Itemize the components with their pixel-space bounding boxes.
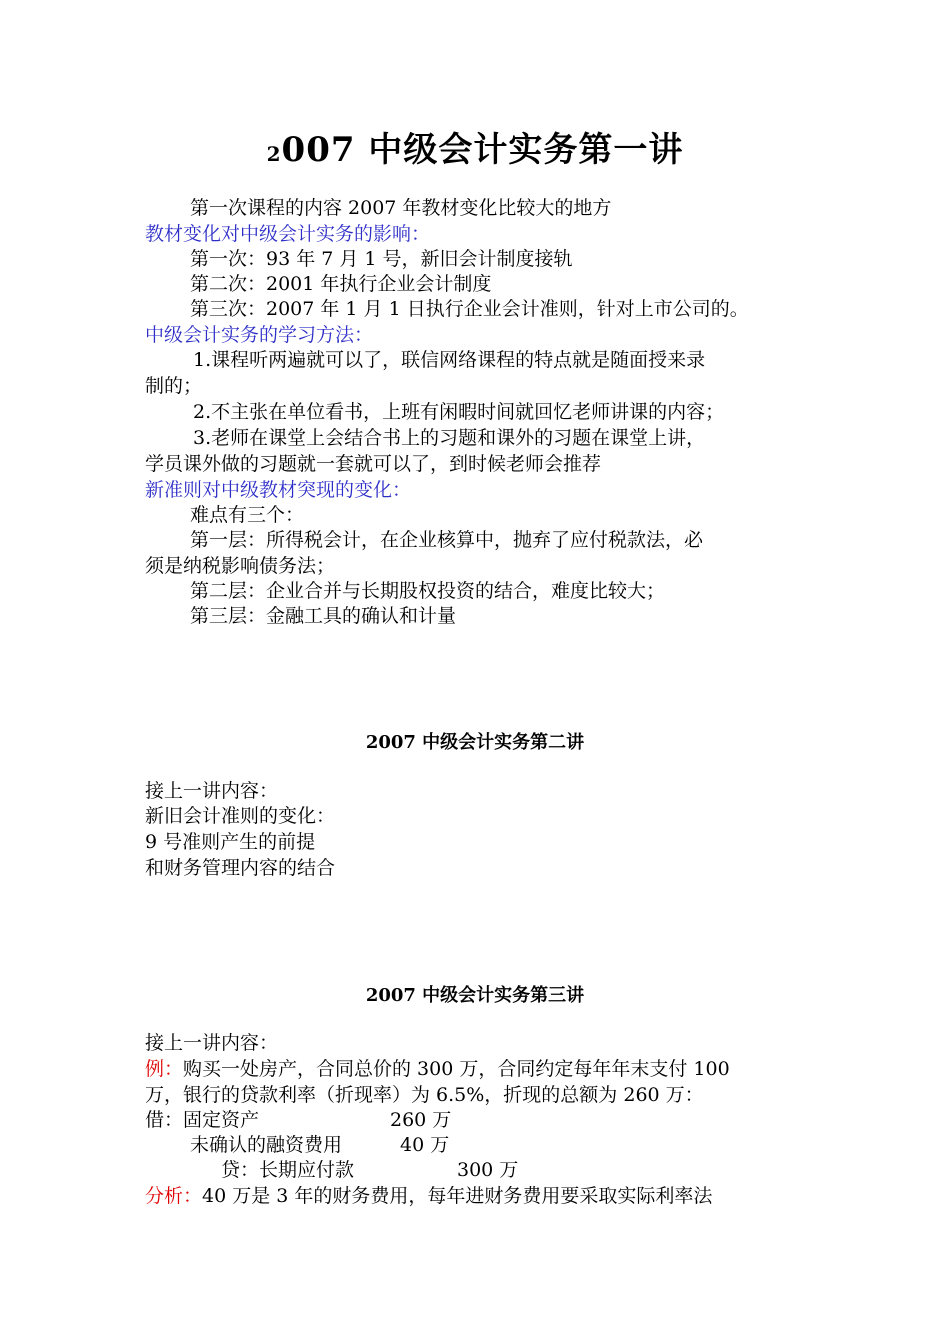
method-2: 2.不主张在单位看书，上班有闲暇时间就回忆老师讲课的内容； [193,401,725,423]
debit-amount: 260 万 [390,1109,452,1131]
lecture1-intro: 第一次课程的内容 2007 年教材变化比较大的地方 [190,197,612,219]
layer-2: 第二层：企业合并与长期股权投资的结合，难度比较大； [190,580,666,602]
lecture3-p1: 接上一讲内容： [145,1032,279,1054]
lecture1-title [0,128,950,176]
debit-label: 借：固定资产 [145,1109,260,1131]
heading-method: 中级会计实务的学习方法： [145,324,374,346]
analysis-text: 40 万是 3 年的财务费用，每年进财务费用要采取实际利率法 [202,1185,713,1207]
example-line-a [145,1056,810,1082]
example-text-a: 购买一处房产，合同总价的 300 万，合同约定每年年末支付 100 [183,1058,730,1080]
credit-amount: 300 万 [457,1159,519,1181]
lecture2-p2: 新旧会计准则的变化： [145,805,336,827]
method-1-line-a: 1.课程听两遍就可以了，联信网络课程的特点就是随面授来录 [193,349,706,371]
change-first: 第一次：93 年 7 月 1 号，新旧会计制度接轨 [190,248,573,270]
lecture2-p4: 和财务管理内容的结合 [145,857,336,879]
layer-1-line-a: 第一层：所得税会计，在企业核算中，抛弃了应付税款法，必 [190,529,704,551]
difficulties: 难点有三个： [190,504,305,526]
lecture1-title-rest: 007 中级会计实务第一讲 [281,130,684,170]
example-line-b: 万，银行的贷款利率（折现率）为 6.5%，折现的总额为 260 万： [145,1084,704,1106]
lecture2-p1: 接上一讲内容： [145,780,279,802]
lecture1-title-prefix: 2 [266,142,282,166]
entry-debit [145,1107,810,1133]
heading-influence: 教材变化对中级会计实务的影响： [145,223,431,245]
unrecognized-amount: 40 万 [400,1134,450,1156]
entry-credit [145,1157,886,1183]
credit-label: 贷：长期应付款 [221,1159,355,1181]
layer-1-line-b: 须是纳税影响债务法； [145,555,336,577]
unrecognized-label: 未确认的融资费用 [190,1134,343,1156]
layer-3: 第三层：金融工具的确认和计量 [190,605,457,627]
heading-change: 新准则对中级教材突现的变化： [145,479,412,501]
lecture2-title: 2007 中级会计实务第二讲 [365,732,585,753]
example-label: 例： [145,1058,184,1080]
change-third: 第三次：2007 年 1 月 1 日执行企业会计准则，针对上市公司的。 [190,298,749,320]
method-3-line-b: 学员课外做的习题就一套就可以了，到时候老师会推荐 [145,453,602,475]
method-3-line-a: 3.老师在课堂上会结合书上的习题和课外的习题在课堂上讲， [193,427,706,449]
entry-unrecognized [145,1132,855,1158]
analysis-label: 分析： [145,1185,203,1207]
lecture2-p3: 9 号准则产生的前提 [145,831,316,853]
method-1-line-b: 制的； [145,375,203,397]
analysis-line [145,1183,810,1209]
lecture3-title: 2007 中级会计实务第三讲 [365,985,585,1006]
change-second: 第二次：2001 年执行企业会计制度 [190,273,492,295]
